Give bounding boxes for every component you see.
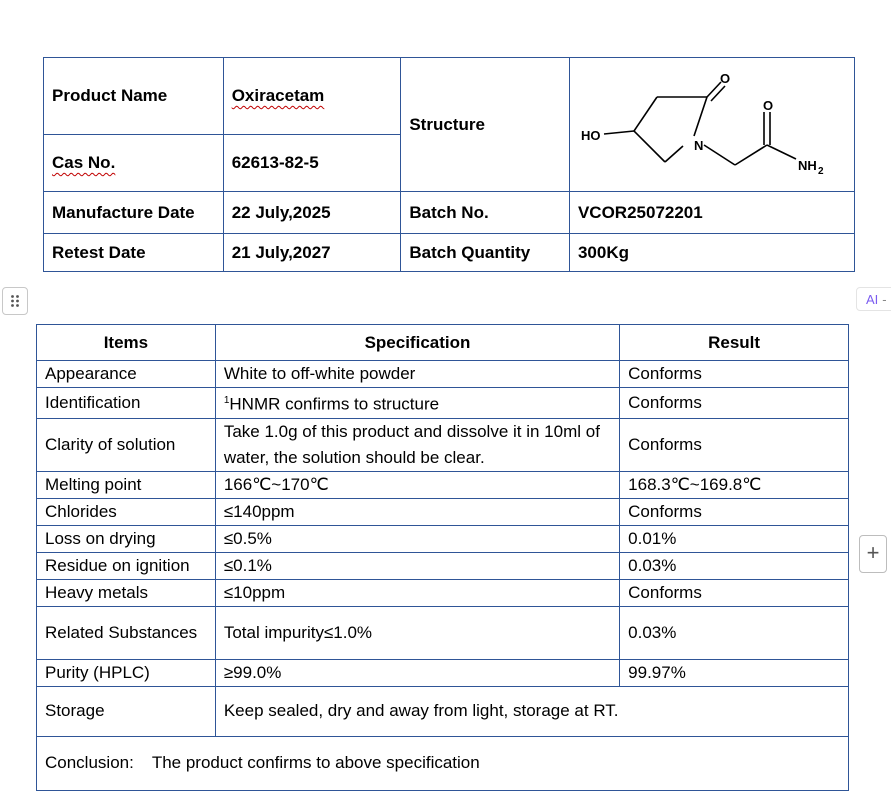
atom-o-ring: O	[719, 71, 731, 86]
manufacture-date-value: 22 July,2025	[223, 192, 401, 234]
spec-cell	[215, 388, 619, 419]
atom-nh-subscript: 2	[817, 166, 824, 177]
conclusion-cell	[37, 736, 849, 790]
table-row	[37, 388, 849, 419]
result-cell: 99.97%	[620, 659, 849, 686]
drag-handle-icon[interactable]	[2, 287, 28, 315]
cas-label: Cas No.	[52, 153, 116, 173]
batch-quantity-value: 300Kg	[569, 234, 854, 272]
item-cell: Residue on ignition	[37, 552, 216, 579]
table-row	[37, 471, 849, 498]
spec-cell: White to off-white powder	[215, 361, 619, 388]
structure-cell	[569, 58, 854, 192]
result-cell: Conforms	[620, 388, 849, 419]
conclusion-value: The product confirms to above specification	[151, 753, 480, 773]
ai-label: AI	[866, 292, 879, 307]
batch-quantity-label: Batch Quantity	[401, 234, 570, 272]
result-cell: 168.3℃~169.8℃	[620, 471, 849, 498]
atom-ho: HO	[580, 128, 601, 143]
result-cell: Conforms	[620, 361, 849, 388]
ai-dash: -	[882, 292, 887, 307]
spec-text: HNMR confirms to structure	[229, 394, 440, 414]
spec-cell: ≤0.1%	[215, 552, 619, 579]
atom-nh: NH	[797, 158, 817, 173]
spec-superscript: 1	[223, 395, 230, 406]
storage-label: Storage	[37, 686, 216, 736]
result-cell: 0.03%	[620, 606, 849, 659]
product-name-label: Product Name	[44, 58, 224, 135]
ai-assistant-button[interactable]	[856, 287, 891, 311]
atom-o-amide: O	[762, 98, 774, 113]
item-cell: Appearance	[37, 361, 216, 388]
retest-date-label: Retest Date	[44, 234, 224, 272]
batch-no-value: VCOR25072201	[569, 192, 854, 234]
item-cell: Purity (HPLC)	[37, 659, 216, 686]
table-row	[37, 418, 849, 471]
spec-cell: 166℃~170℃	[215, 471, 619, 498]
result-cell: Conforms	[620, 579, 849, 606]
item-cell: Identification	[37, 388, 216, 419]
product-name-value: Oxiracetam	[231, 86, 325, 106]
conclusion-label: Conclusion:	[45, 753, 134, 773]
table-row	[37, 361, 849, 388]
structure-label: Structure	[401, 58, 570, 192]
spec-cell: ≤140ppm	[215, 498, 619, 525]
table-row	[37, 606, 849, 659]
item-cell: Chlorides	[37, 498, 216, 525]
spec-cell: ≥99.0%	[215, 659, 619, 686]
result-cell: Conforms	[620, 418, 849, 471]
result-cell: Conforms	[620, 498, 849, 525]
header-items: Items	[37, 325, 216, 361]
result-cell: 0.01%	[620, 525, 849, 552]
retest-date-value: 21 July,2027	[223, 234, 401, 272]
atom-n: N	[693, 138, 704, 153]
spec-cell: Take 1.0g of this product and dissolve it in 10ml of water, the solution should be clear.	[215, 418, 619, 471]
item-cell: Loss on drying	[37, 525, 216, 552]
table-row	[37, 525, 849, 552]
batch-no-label: Batch No.	[401, 192, 570, 234]
result-cell: 0.03%	[620, 552, 849, 579]
item-cell: Clarity of solution	[37, 418, 216, 471]
spec-cell: Total impurity≤1.0%	[215, 606, 619, 659]
item-cell: Heavy metals	[37, 579, 216, 606]
spec-cell: ≤10ppm	[215, 579, 619, 606]
manufacture-date-label: Manufacture Date	[44, 192, 224, 234]
table-row	[37, 659, 849, 686]
oxiracetam-structure-diagram	[570, 58, 854, 186]
add-block-button[interactable]: +	[859, 535, 887, 573]
storage-row	[37, 686, 849, 736]
spec-cell: ≤0.5%	[215, 525, 619, 552]
header-result: Result	[620, 325, 849, 361]
product-info-table	[43, 57, 855, 272]
storage-value: Keep sealed, dry and away from light, storage at RT.	[215, 686, 848, 736]
table-row	[37, 579, 849, 606]
specification-table	[36, 324, 849, 791]
conclusion-row	[37, 736, 849, 790]
item-cell: Related Substances	[37, 606, 216, 659]
table-row	[37, 552, 849, 579]
item-cell: Melting point	[37, 471, 216, 498]
cas-value: 62613-82-5	[223, 135, 401, 192]
table-row	[37, 498, 849, 525]
header-specification: Specification	[215, 325, 619, 361]
